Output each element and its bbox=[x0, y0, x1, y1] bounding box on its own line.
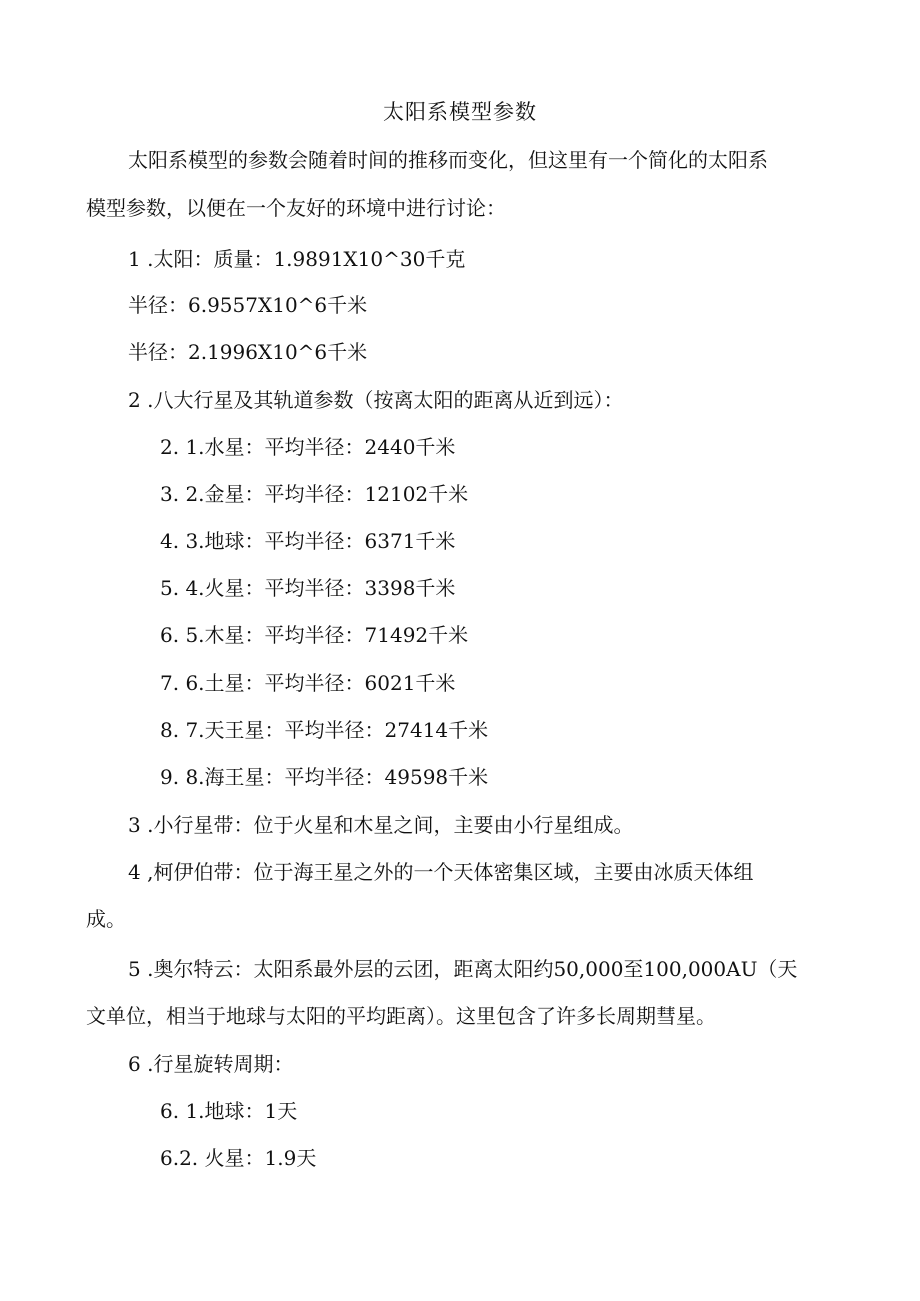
planet-item: 2. 1.水星：平均半径：2440千米 bbox=[160, 435, 456, 459]
rotation-item: 6. 1.地球：1天 bbox=[160, 1099, 298, 1123]
rotation-item: 6.2. 火星：1.9天 bbox=[160, 1146, 317, 1170]
planet-item: 7. 6.土星：平均半径：6021千米 bbox=[160, 671, 456, 695]
intro-line-2: 模型参数，以便在一个友好的环境中进行讨论： bbox=[86, 196, 506, 220]
intro-line-1: 太阳系模型的参数会随着时间的推移而变化，但这里有一个简化的太阳系 bbox=[128, 148, 768, 172]
sun-radius-2: 半径：2.1996X10^6千米 bbox=[128, 340, 368, 364]
planet-item: 4. 3.地球：平均半径：6371千米 bbox=[160, 529, 456, 553]
asteroid-belt: 3 .小行星带：位于火星和木星之间，主要由小行星组成。 bbox=[128, 813, 634, 837]
planet-item: 6. 5.木星：平均半径：71492千米 bbox=[160, 623, 469, 647]
sun-heading: 1 .太阳：质量：1.9891X10^30千克 bbox=[128, 247, 466, 271]
planet-item: 5. 4.火星：平均半径：3398千米 bbox=[160, 576, 456, 600]
planet-item: 8. 7.天王星：平均半径：27414千米 bbox=[160, 718, 489, 742]
planet-item: 9. 8.海王星：平均半径：49598千米 bbox=[160, 765, 489, 789]
kuiper-belt-line-2: 成。 bbox=[86, 907, 126, 931]
document-title: 太阳系模型参数 bbox=[383, 100, 537, 124]
rotation-heading: 6 .行星旋转周期： bbox=[128, 1052, 294, 1076]
planet-item: 3. 2.金星：平均半径：12102千米 bbox=[160, 482, 469, 506]
oort-cloud-line-1: 5 .奥尔特云：太阳系最外层的云团，距离太阳约50,000至100,000AU（天 bbox=[128, 957, 798, 981]
planets-heading: 2 .八大行星及其轨道参数（按离太阳的距离从近到远）： bbox=[128, 388, 624, 412]
kuiper-belt-line-1: 4 ,柯伊伯带：位于海王星之外的一个天体密集区域，主要由冰质天体组 bbox=[128, 860, 754, 884]
sun-radius-1: 半径：6.9557X10^6千米 bbox=[128, 293, 368, 317]
oort-cloud-line-2: 文单位，相当于地球与太阳的平均距离）。这里包含了许多长周期彗星。 bbox=[86, 1004, 716, 1028]
